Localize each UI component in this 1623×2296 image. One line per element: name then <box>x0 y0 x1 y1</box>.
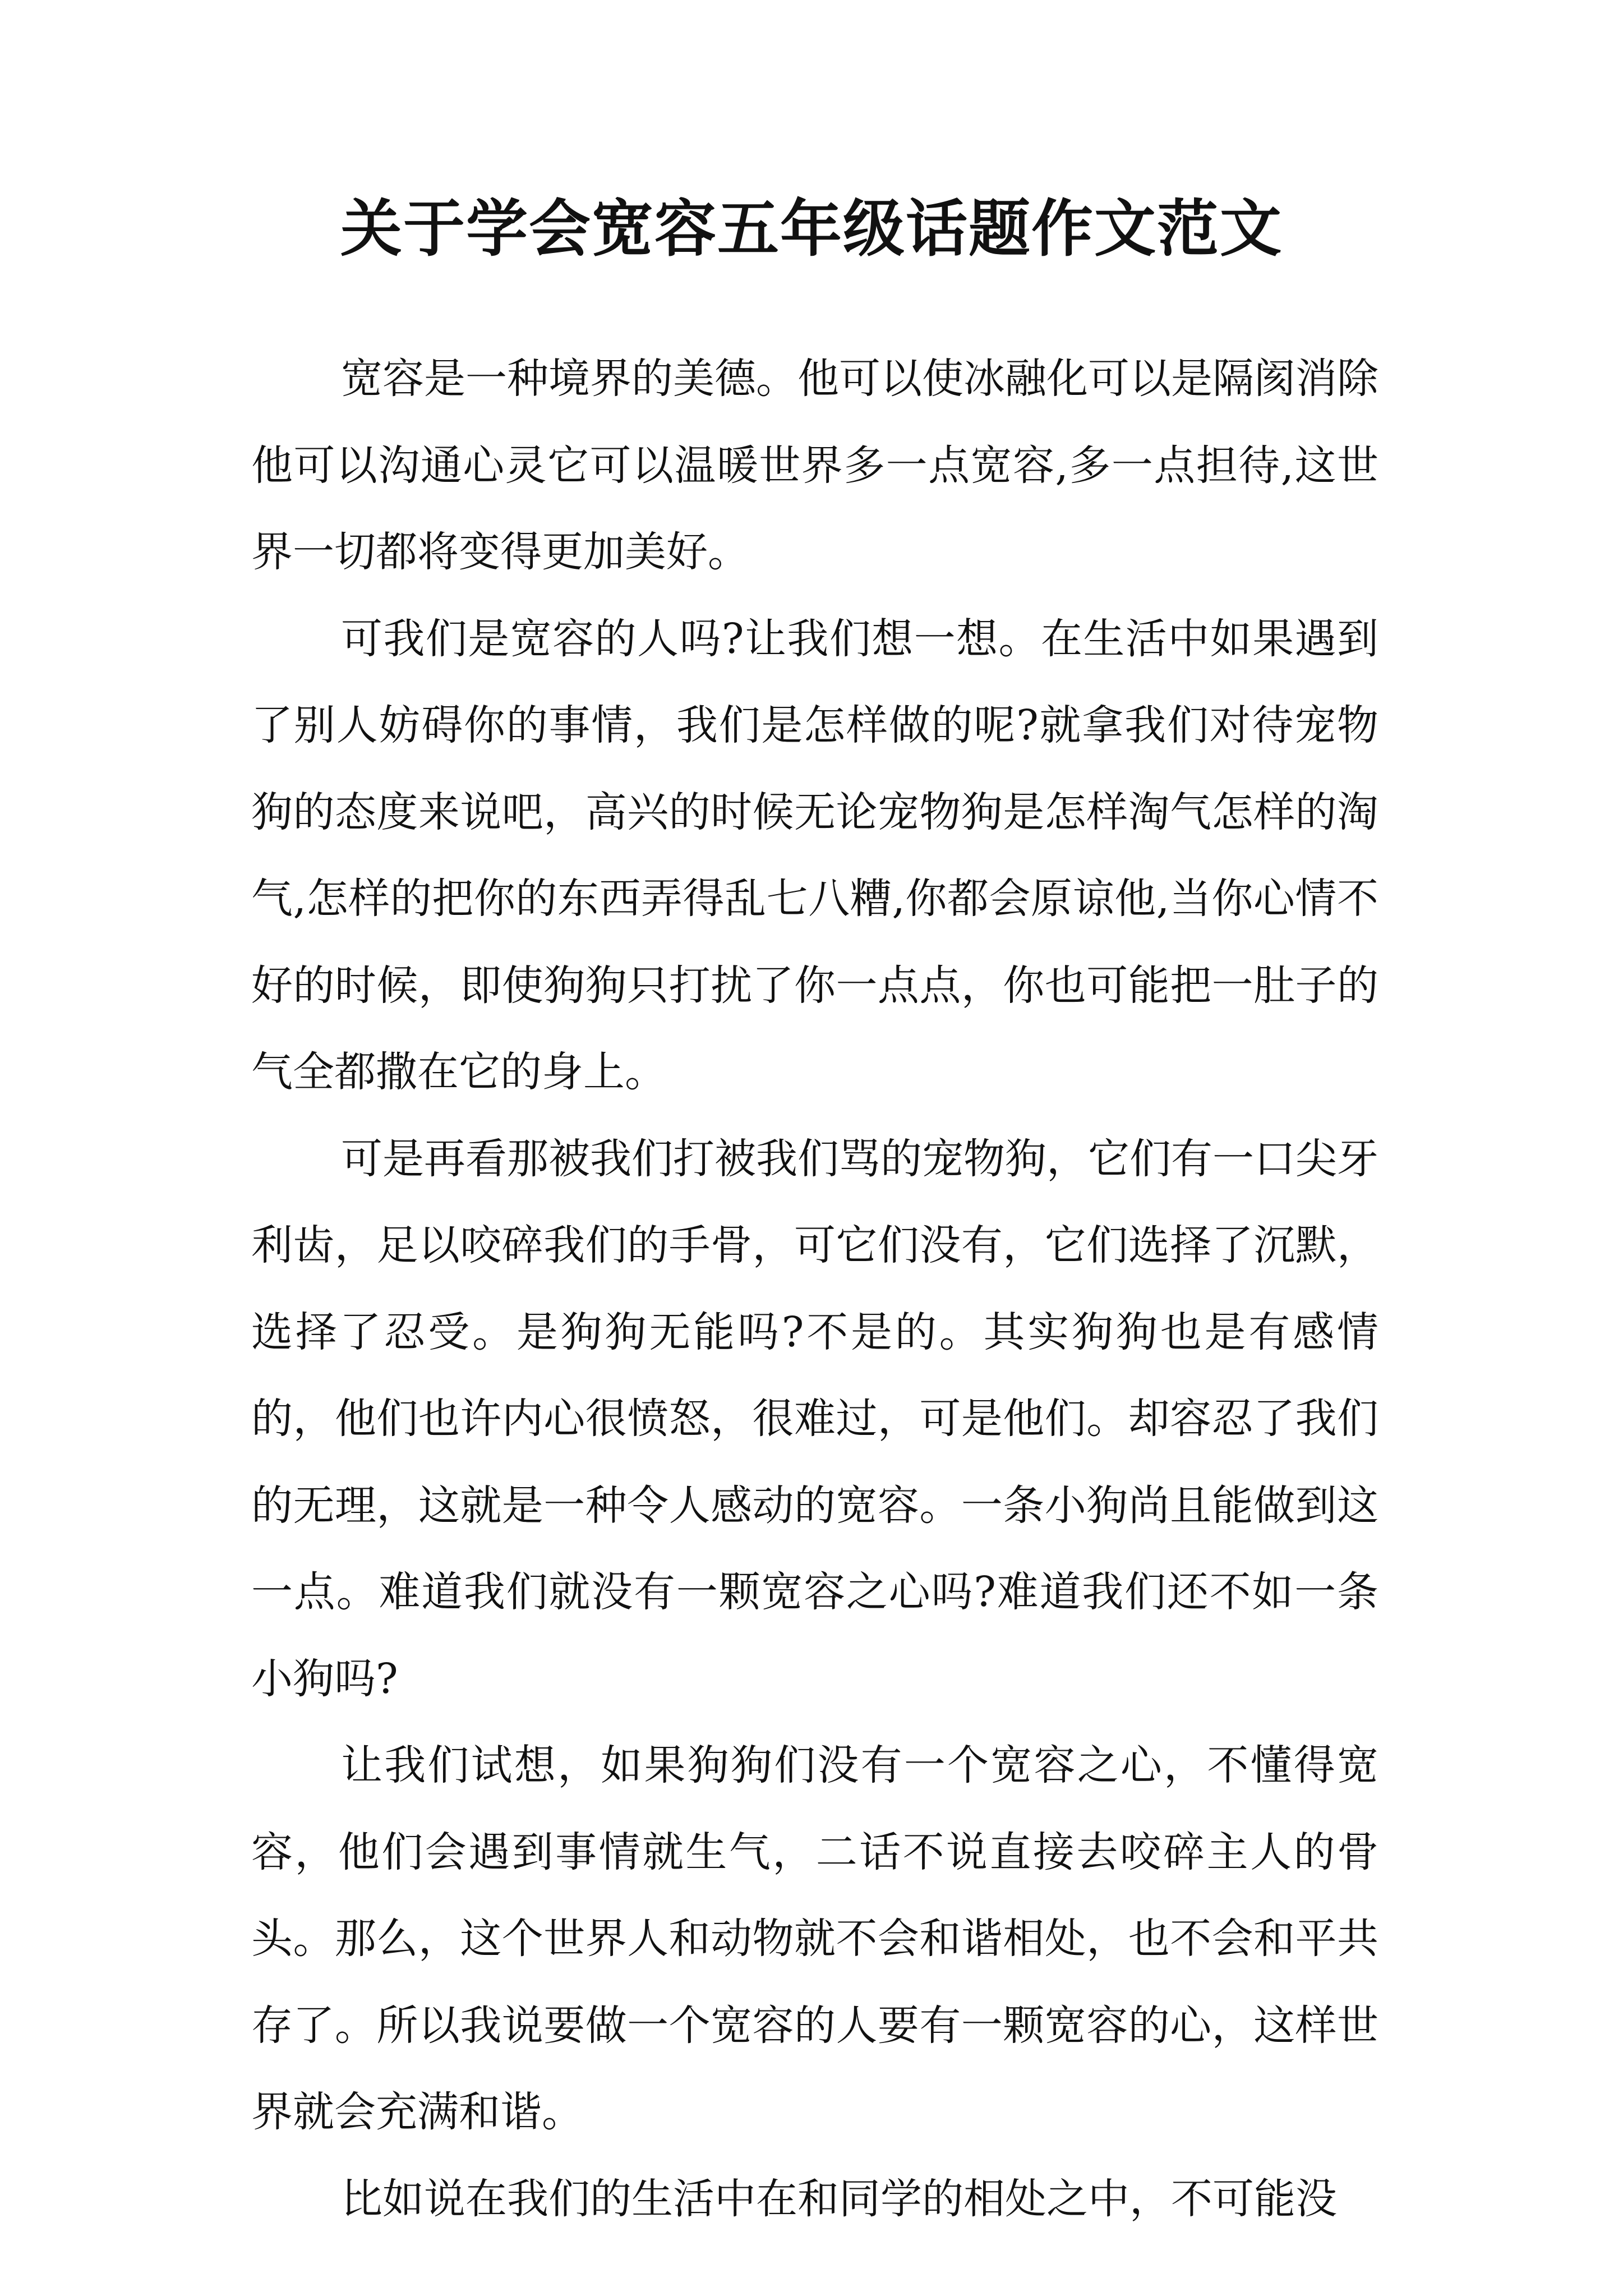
paragraph-2: 可我们是宽容的人吗?让我们想一想。在生活中如果遇到了别人妨碍你的事情，我们是怎样做的呢?就拿我们对待宠物狗的态度来说吧，高兴的时候无论宠物狗是怎样淘气怎样的淘气,怎样的把你的东西弄得乱七八糟,你都会原谅他,当你心情不好的时候，即使狗狗只打扰了你一点点，你也可能把一肚子的气全都撒在它的身上。 <box>251 614 1378 1096</box>
paragraph-4: 让我们试想，如果狗狗们没有一个宽容之心，不懂得宽容，他们会遇到事情就生气，二话不说直接去咬碎主人的骨头。那么，这个世界人和动物就不会和谐相处，也不会和平共存了。所以我说要做一个宽容的人要有一颗宽容的心，这样世界就会充满和谐。 <box>251 1741 1378 2136</box>
paragraph-5: 比如说在我们的生活中在和同学的相处之中，不可能没 <box>341 2174 1337 2223</box>
document-title: 关于学会宽容五年级话题作文范文 <box>340 192 1283 265</box>
paragraph-1: 宽容是一种境界的美德。他可以使冰融化可以是隔阂消除他可以沟通心灵它可以温暖世界多一点宽容,多一点担待,这世界一切都将变得更加美好。 <box>251 355 1378 576</box>
document-body <box>251 335 1378 2242</box>
paragraph-3: 可是再看那被我们打被我们骂的宠物狗，它们有一口尖牙利齿，足以咬碎我们的手骨，可它们没有，它们选择了沉默，选择了忍受。是狗狗无能吗?不是的。其实狗狗也是有感情的，他们也许内心很愤怒，很难过，可是他们。却容忍了我们的无理，这就是一种令人感动的宽容。一条小狗尚且能做到这一点。难道我们就没有一颗宽容之心吗?难道我们还不如一条小狗吗? <box>251 1134 1378 1703</box>
